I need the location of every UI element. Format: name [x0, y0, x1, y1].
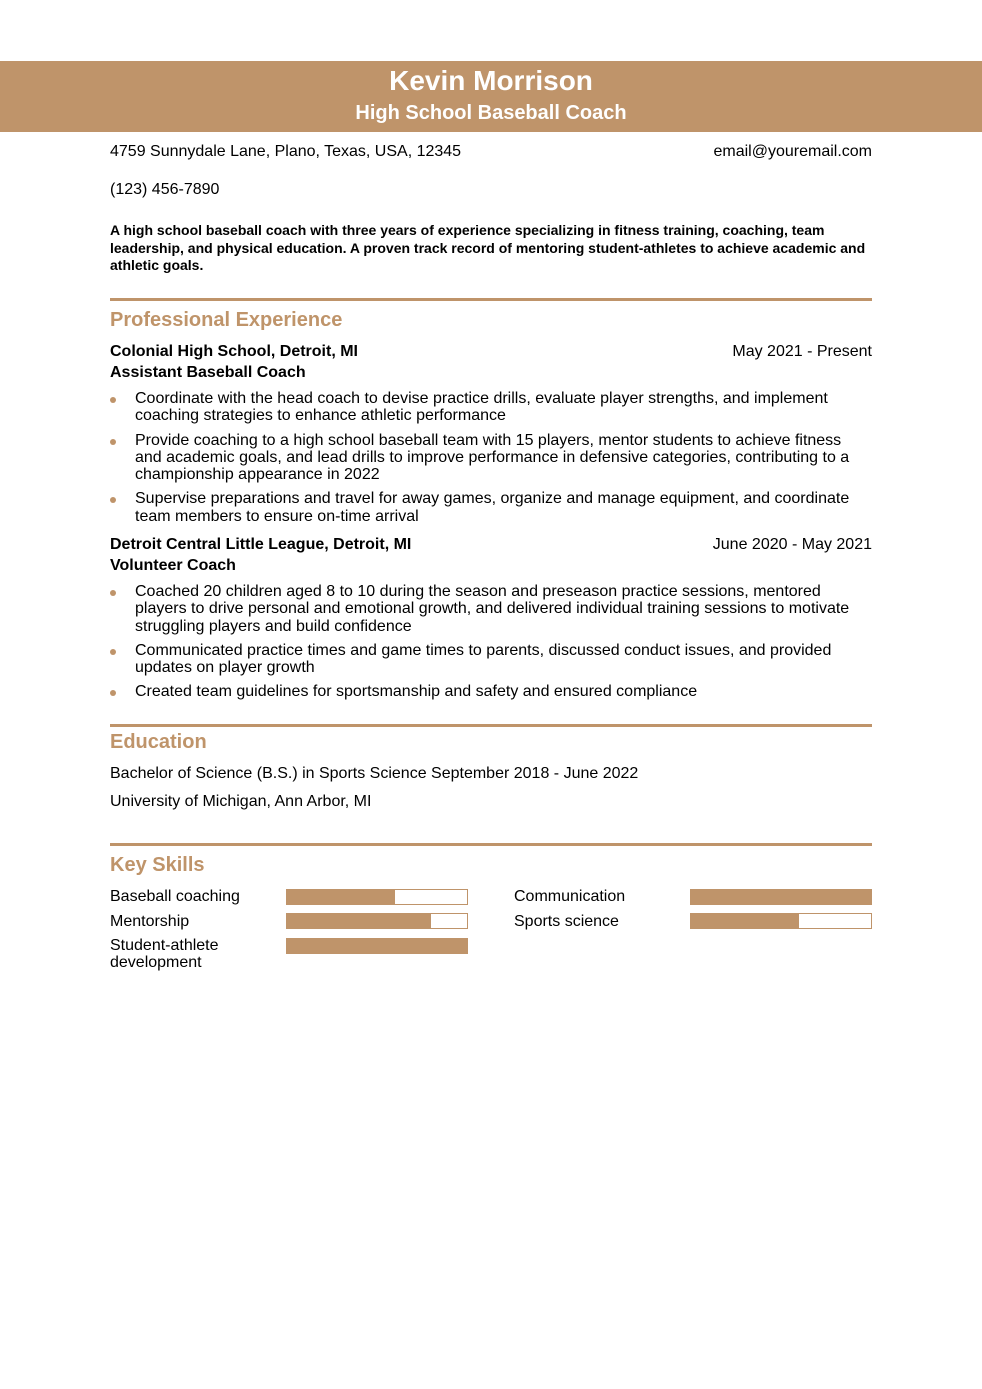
job-role: Assistant Baseball Coach [110, 364, 306, 381]
skill-level-fill [287, 914, 431, 928]
skill-level-bar [286, 938, 468, 954]
job-role: Volunteer Coach [110, 557, 236, 574]
skill-label: Sports science [514, 913, 619, 930]
job-bullet: Coordinate with the head coach to devise practice drills, evaluate player strengths, and implement coaching strategies to enhance athletic performance [110, 390, 872, 425]
job-dates: June 2020 - May 2021 [712, 536, 872, 553]
skill-level-fill [691, 914, 799, 928]
candidate-title: High School Baseball Coach [355, 102, 627, 124]
bullet-dot-icon [110, 590, 116, 596]
bullet-dot-icon [110, 497, 116, 503]
skill-level-bar [286, 913, 468, 929]
section-title-skills: Key Skills [110, 854, 205, 876]
job-bullet: Provide coaching to a high school baseball team with 15 players, mentor students to achieve fitness and academic goals, and lead drills to improve performance in defensive categories, contributing to a championship appearance in 2022 [110, 432, 872, 484]
education-degree: Bachelor of Science (B.S.) in Sports Science September 2018 - June 2022 [110, 765, 639, 782]
header-band [0, 61, 982, 132]
skill-label: Baseball coaching [110, 888, 240, 905]
section-title-education: Education [110, 731, 207, 753]
skill-level-fill [287, 890, 395, 904]
education-school: University of Michigan, Ann Arbor, MI [110, 793, 372, 810]
skill-label: Communication [514, 888, 626, 905]
bullet-dot-icon [110, 439, 116, 445]
job-bullet: Supervise preparations and travel for away games, organize and manage equipment, and coordinate team members to ensure on-time arrival [110, 490, 872, 525]
section-divider [110, 298, 872, 301]
candidate-name: Kevin Morrison [389, 65, 593, 96]
job-bullet: Communicated practice times and game times to parents, discussed conduct issues, and provided updates on player growth [110, 642, 872, 677]
job-company: Colonial High School, Detroit, MI [110, 343, 358, 360]
section-divider [110, 724, 872, 727]
job-company: Detroit Central Little League, Detroit, MI [110, 536, 412, 553]
bullet-dot-icon [110, 649, 116, 655]
job-bullet-list [110, 390, 872, 532]
contact-address: 4759 Sunnydale Lane, Plano, Texas, USA, 12345 [110, 143, 462, 160]
job-bullet: Created team guidelines for sportsmanship and safety and ensured compliance [110, 683, 872, 700]
skill-level-fill [287, 939, 467, 953]
skill-label: Student-athlete development [110, 937, 219, 971]
skill-level-bar [690, 913, 872, 929]
professional-summary: A high school baseball coach with three years of experience specializing in fitness training, coaching, team leadership, and physical education. A proven track record of mentoring student-athletes to achieve academic and athletic goals. [110, 222, 866, 273]
bullet-dot-icon [110, 690, 116, 696]
contact-phone: (123) 456-7890 [110, 181, 220, 198]
section-title-experience: Professional Experience [110, 309, 343, 331]
job-bullet-list [110, 583, 872, 708]
contact-email: email@youremail.com [713, 143, 872, 160]
section-divider [110, 843, 872, 846]
skill-level-fill [691, 890, 871, 904]
skill-label: Mentorship [110, 913, 190, 930]
skill-level-bar [286, 889, 468, 905]
job-bullet: Coached 20 children aged 8 to 10 during the season and preseason practice sessions, mentored players to drive personal and emotional growth, and delivered individual training sessions to motivate struggling players and build confidence [110, 583, 872, 635]
bullet-dot-icon [110, 397, 116, 403]
skill-level-bar [690, 889, 872, 905]
job-dates: May 2021 - Present [732, 343, 872, 360]
